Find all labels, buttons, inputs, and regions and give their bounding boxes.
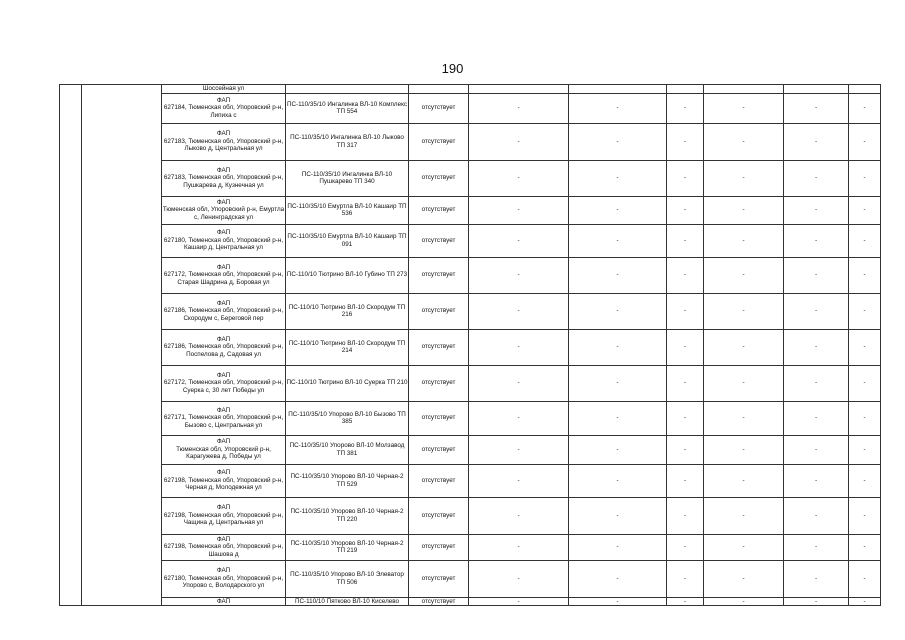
table-row — [60, 534, 881, 560]
district-cell — [82, 160, 162, 196]
value-cell-4: - — [704, 257, 784, 293]
table-row — [60, 196, 881, 224]
source-cell: ПС-110/35/10 Ингалинка ВЛ-10 Пушкарево ТП 340 — [286, 160, 409, 196]
facility-name: ФАП — [216, 263, 231, 271]
value-cell-1: - — [469, 560, 569, 597]
value-cell-1: - — [469, 497, 569, 534]
value-cell-2: - — [569, 196, 667, 224]
value-cell-6: - — [849, 464, 881, 497]
value-cell-1: - — [469, 257, 569, 293]
table-row — [60, 464, 881, 497]
value-cell-2: - — [569, 329, 667, 365]
value-cell-2: - — [569, 257, 667, 293]
district-cell — [82, 329, 162, 365]
index-cell — [60, 560, 82, 597]
value-cell-1 — [469, 85, 569, 94]
value-cell-2: - — [569, 365, 667, 401]
status-cell: отсутствует — [409, 329, 469, 365]
status-cell: отсутствует — [409, 597, 469, 606]
value-cell-3: - — [667, 401, 704, 435]
value-cell-5: - — [784, 160, 849, 196]
table-row — [60, 160, 881, 196]
index-cell — [60, 85, 82, 94]
source-cell: ПС-110/35/10 Ингалинка ВЛ-10 Комплекс ТП 554 — [286, 93, 409, 123]
district-cell — [82, 401, 162, 435]
value-cell-1: - — [469, 464, 569, 497]
value-cell-3: - — [667, 123, 704, 160]
value-cell-1: - — [469, 196, 569, 224]
district-cell — [82, 257, 162, 293]
status-cell: отсутствует — [409, 534, 469, 560]
facility-name: ФАП — [216, 335, 231, 343]
table-row — [60, 257, 881, 293]
value-cell-6: - — [849, 123, 881, 160]
facility-address: 627180, Тюменская обл, Упоровский р-н, Упорово с, Володарского ул — [163, 574, 284, 590]
value-cell-3: - — [667, 435, 704, 464]
source-cell: ПС-110/35/10 Упорово ВЛ-10 Элеватор ТП 506 — [286, 560, 409, 597]
status-cell — [409, 85, 469, 94]
facility-address: 627198, Тюменская обл, Упоровский р-н, Черная д, Молодежная ул — [163, 476, 284, 492]
value-cell-3: - — [667, 464, 704, 497]
value-cell-1: - — [469, 93, 569, 123]
value-cell-6: - — [849, 534, 881, 560]
value-cell-3: - — [667, 365, 704, 401]
facility-address: 627198, Тюменская обл, Упоровский р-н, Чащина д, Центральная ул — [163, 511, 284, 527]
value-cell-3: - — [667, 497, 704, 534]
facility-name: ФАП — [216, 371, 231, 379]
value-cell-5: - — [784, 435, 849, 464]
facility-cell — [162, 497, 286, 534]
district-cell — [82, 123, 162, 160]
value-cell-4: - — [704, 224, 784, 257]
index-cell — [60, 464, 82, 497]
district-cell — [82, 365, 162, 401]
facility-cell — [162, 329, 286, 365]
value-cell-3: - — [667, 257, 704, 293]
value-cell-6: - — [849, 435, 881, 464]
value-cell-5: - — [784, 257, 849, 293]
value-cell-2: - — [569, 160, 667, 196]
facility-address: Тюменская обл, Упоровский р-н, Карагужева д, Победы ул — [176, 445, 271, 461]
source-cell: ПС-110/35/10 Ингалинка ВЛ-10 Лыково ТП 317 — [286, 123, 409, 160]
value-cell-2: - — [569, 123, 667, 160]
value-cell-1: - — [469, 123, 569, 160]
value-cell-2: - — [569, 293, 667, 329]
value-cell-1: - — [469, 329, 569, 365]
district-cell — [82, 534, 162, 560]
facility-name: ФАП — [216, 567, 231, 575]
index-cell — [60, 257, 82, 293]
value-cell-2: - — [569, 93, 667, 123]
value-cell-6 — [849, 85, 881, 94]
facility-name: ФАП — [216, 166, 231, 174]
facility-address: 627183, Тюменская обл, Упоровский р-н, Пушкарева д, Кузнечная ул — [163, 174, 284, 189]
table-row-top — [60, 85, 881, 94]
value-cell-1: - — [469, 435, 569, 464]
value-cell-2: - — [569, 534, 667, 560]
table-row — [60, 224, 881, 257]
value-cell-2: - — [569, 224, 667, 257]
facility-name: ФАП — [216, 406, 231, 414]
status-cell: отсутствует — [409, 257, 469, 293]
value-cell-1: - — [469, 224, 569, 257]
table-row — [60, 435, 881, 464]
value-cell-4: - — [704, 365, 784, 401]
district-cell — [82, 497, 162, 534]
status-cell: отсутствует — [409, 160, 469, 196]
facility-address: 627183, Тюменская обл, Упоровский р-н, Лыково д, Центральная ул — [163, 137, 284, 153]
status-cell: отсутствует — [409, 464, 469, 497]
value-cell-4: - — [704, 160, 784, 196]
value-cell-2 — [569, 85, 667, 94]
index-cell — [60, 293, 82, 329]
value-cell-6: - — [849, 257, 881, 293]
source-cell: ПС-110/10 Тютрино ВЛ-10 Скородум ТП 214 — [286, 329, 409, 365]
value-cell-6: - — [849, 329, 881, 365]
facility-address: 627180, Тюменская обл, Упоровский р-н, Кашаир д, Центральная ул — [163, 236, 284, 252]
value-cell-2: - — [569, 435, 667, 464]
value-cell-4 — [704, 85, 784, 94]
facility-cell — [162, 196, 286, 224]
index-cell — [60, 365, 82, 401]
table-row — [60, 497, 881, 534]
value-cell-4: - — [704, 497, 784, 534]
value-cell-6: - — [849, 224, 881, 257]
value-cell-5: - — [784, 464, 849, 497]
value-cell-5: - — [784, 534, 849, 560]
status-cell: отсутствует — [409, 196, 469, 224]
status-cell: отсутствует — [409, 293, 469, 329]
value-cell-6: - — [849, 196, 881, 224]
source-cell: ПС-110/10 Тютрино ВЛ-10 Скородум ТП 216 — [286, 293, 409, 329]
index-cell — [60, 93, 82, 123]
value-cell-2: - — [569, 401, 667, 435]
table-row — [60, 293, 881, 329]
table-row — [60, 93, 881, 123]
value-cell-5: - — [784, 365, 849, 401]
index-cell — [60, 534, 82, 560]
index-cell — [60, 329, 82, 365]
table-row — [60, 329, 881, 365]
value-cell-3: - — [667, 293, 704, 329]
value-cell-5: - — [784, 401, 849, 435]
source-cell: ПС-110/10 Тютрино ВЛ-10 Суерка ТП 210 — [286, 365, 409, 401]
facility-cell — [162, 464, 286, 497]
district-cell — [82, 93, 162, 123]
table-row — [60, 365, 881, 401]
district-cell — [82, 560, 162, 597]
value-cell-4: - — [704, 464, 784, 497]
facility-cell — [162, 93, 286, 123]
facility-address: 627172, Тюменская обл, Упоровский р-н, Старая Шадрина д, Боровая ул — [163, 271, 284, 286]
value-cell-5: - — [784, 560, 849, 597]
facility-cell — [162, 257, 286, 293]
district-cell — [82, 224, 162, 257]
facility-name: ФАП — [216, 96, 231, 104]
facility-name: ФАП — [216, 130, 231, 138]
value-cell-4: - — [704, 401, 784, 435]
index-cell — [60, 196, 82, 224]
status-cell: отсутствует — [409, 401, 469, 435]
value-cell-5: - — [784, 93, 849, 123]
facility-address: 627172, Тюменская обл, Упоровский р-н, Суерка с, 30 лет Победы ул — [163, 379, 284, 394]
index-cell — [60, 597, 82, 606]
status-cell: отсутствует — [409, 123, 469, 160]
status-cell: отсутствует — [409, 560, 469, 597]
facility-address: 627171, Тюменская обл, Упоровский р-н, Бызово с, Центральная ул — [163, 414, 284, 429]
district-cell — [82, 293, 162, 329]
source-cell: ПС-110/35/10 Упорово ВЛ-10 Бызово ТП 385 — [286, 401, 409, 435]
district-cell — [82, 464, 162, 497]
district-cell — [82, 196, 162, 224]
district-cell — [82, 435, 162, 464]
value-cell-2: - — [569, 597, 667, 606]
facility-cell — [162, 560, 286, 597]
value-cell-5: - — [784, 497, 849, 534]
value-cell-2: - — [569, 464, 667, 497]
facility-cell — [162, 224, 286, 257]
district-cell — [82, 597, 162, 606]
facility-address: Тюменская обл, Упоровский р-н, Емуртла с, Ленинградская ул — [162, 206, 285, 221]
table-row — [60, 560, 881, 597]
value-cell-5: - — [784, 329, 849, 365]
facility-cell — [162, 365, 286, 401]
value-cell-3: - — [667, 224, 704, 257]
facility-name: ФАП — [216, 438, 231, 446]
value-cell-5: - — [784, 597, 849, 606]
value-cell-4: - — [704, 293, 784, 329]
value-cell-2: - — [569, 497, 667, 534]
facility-cell — [162, 534, 286, 560]
page-number: 190 — [441, 61, 464, 76]
value-cell-6: - — [849, 401, 881, 435]
facility-cell: ФАП — [162, 597, 286, 606]
value-cell-5: - — [784, 224, 849, 257]
table-row-bottom — [60, 597, 881, 606]
value-cell-3: - — [667, 160, 704, 196]
value-cell-6: - — [849, 93, 881, 123]
index-cell — [60, 224, 82, 257]
value-cell-5: - — [784, 123, 849, 160]
value-cell-1: - — [469, 401, 569, 435]
facility-name: ФАП — [216, 198, 231, 206]
value-cell-4: - — [704, 329, 784, 365]
status-cell: отсутствует — [409, 365, 469, 401]
value-cell-5: - — [784, 293, 849, 329]
status-cell: отсутствует — [409, 224, 469, 257]
index-cell — [60, 123, 82, 160]
facility-address: 627186, Тюменская обл, Упоровский р-н, Скородум с, Береговой пер — [163, 307, 284, 322]
value-cell-3: - — [667, 534, 704, 560]
table-row — [60, 401, 881, 435]
facility-cell — [162, 123, 286, 160]
value-cell-4: - — [704, 435, 784, 464]
facility-address: 627198, Тюменская обл, Упоровский р-н, Шашова д — [163, 543, 284, 558]
source-cell: ПС-110/35/10 Емуртла ВЛ-10 Кашаир ТП 536 — [286, 196, 409, 224]
value-cell-5: - — [784, 196, 849, 224]
value-cell-3: - — [667, 329, 704, 365]
source-cell: ПС-110/35/10 Упорово ВЛ-10 Черная-2 ТП 219 — [286, 534, 409, 560]
value-cell-6: - — [849, 365, 881, 401]
source-cell: ПС-110/35/10 Упорово ВЛ-10 Молзавод ТП 381 — [286, 435, 409, 464]
status-cell: отсутствует — [409, 435, 469, 464]
facility-cell — [162, 435, 286, 464]
value-cell-3: - — [667, 597, 704, 606]
facility-cell — [162, 160, 286, 196]
value-cell-5 — [784, 85, 849, 94]
value-cell-1: - — [469, 365, 569, 401]
value-cell-4: - — [704, 534, 784, 560]
value-cell-4: - — [704, 560, 784, 597]
status-cell: отсутствует — [409, 93, 469, 123]
source-cell: ПС-110/10 Пятково ВЛ-10 Киселево — [286, 597, 409, 606]
value-cell-4: - — [704, 123, 784, 160]
table-row — [60, 123, 881, 160]
value-cell-4: - — [704, 196, 784, 224]
source-cell: ПС-110/35/10 Упорово ВЛ-10 Черная-2 ТП 220 — [286, 497, 409, 534]
value-cell-6: - — [849, 560, 881, 597]
facility-name: ФАП — [216, 469, 231, 477]
value-cell-1: - — [469, 534, 569, 560]
source-cell: ПС-110/10 Тютрино ВЛ-10 Губино ТП 273 — [286, 257, 409, 293]
value-cell-6: - — [849, 497, 881, 534]
address-cell: Шоссейная ул — [162, 85, 286, 94]
facility-name: ФАП — [216, 535, 231, 543]
index-cell — [60, 401, 82, 435]
facility-cell — [162, 401, 286, 435]
value-cell-3 — [667, 85, 704, 94]
value-cell-1: - — [469, 160, 569, 196]
facility-name: ФАП — [216, 229, 231, 237]
district-cell — [82, 85, 162, 94]
infrastructure-table — [59, 84, 881, 606]
value-cell-3: - — [667, 560, 704, 597]
facility-name: ФАП — [216, 504, 231, 512]
value-cell-1: - — [469, 293, 569, 329]
value-cell-2: - — [569, 560, 667, 597]
value-cell-4: - — [704, 93, 784, 123]
value-cell-6: - — [849, 597, 881, 606]
source-cell — [286, 85, 409, 94]
value-cell-3: - — [667, 196, 704, 224]
facility-name: ФАП — [216, 299, 231, 307]
status-cell: отсутствует — [409, 497, 469, 534]
value-cell-6: - — [849, 293, 881, 329]
facility-cell — [162, 293, 286, 329]
facility-address: 627186, Тюменская обл, Упоровский р-н, Поспелова д, Садовая ул — [163, 343, 284, 358]
index-cell — [60, 435, 82, 464]
source-cell: ПС-110/35/10 Упорово ВЛ-10 Черная-2 ТП 529 — [286, 464, 409, 497]
value-cell-4: - — [704, 597, 784, 606]
facility-address: 627184, Тюменская обл, Упоровский р-н, Липиха с — [163, 104, 284, 119]
value-cell-6: - — [849, 160, 881, 196]
source-cell: ПС-110/35/10 Емуртла ВЛ-10 Кашаир ТП 091 — [286, 224, 409, 257]
value-cell-3: - — [667, 93, 704, 123]
index-cell — [60, 497, 82, 534]
index-cell — [60, 160, 82, 196]
value-cell-1: - — [469, 597, 569, 606]
